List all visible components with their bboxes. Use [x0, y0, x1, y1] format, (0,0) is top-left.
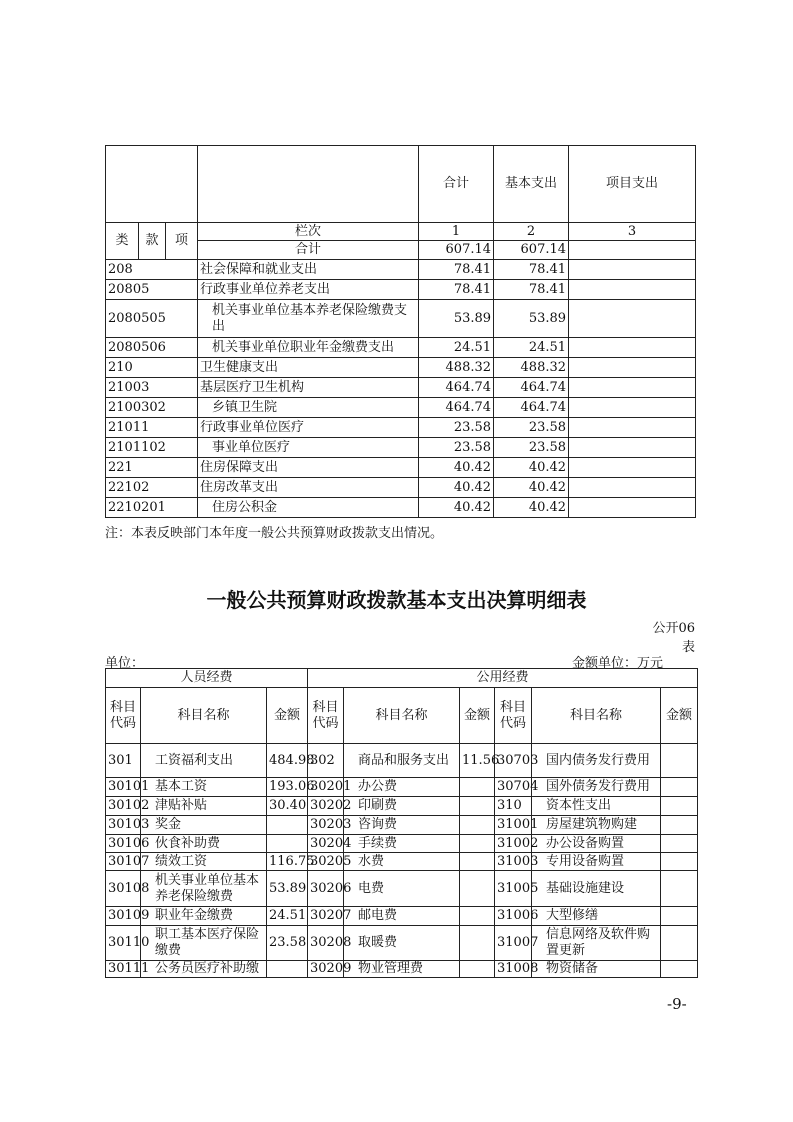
table-row: [106, 816, 698, 835]
row-basic: 78.41: [494, 260, 569, 280]
cell-name: 大型修缮: [532, 907, 661, 926]
form-number: 公开06: [652, 621, 695, 636]
cell-name: 物业管理费: [344, 961, 460, 978]
header-name: 科目名称: [532, 688, 661, 744]
header-code: 科目代码: [308, 688, 344, 744]
cell-code: 30103: [106, 816, 141, 835]
row-project: [569, 280, 696, 300]
header-name: 科目名称: [344, 688, 460, 744]
row-code: 2210201: [106, 498, 198, 518]
row-name: 基层医疗卫生机构: [198, 378, 419, 398]
form-suffix: 表: [681, 640, 695, 655]
cell-name: 国内债务发行费用: [532, 744, 661, 778]
group-public: 公用经费: [308, 669, 698, 688]
cell-code: 30203: [308, 816, 344, 835]
row-total: 53.89: [419, 300, 494, 338]
cell-name: 津贴补贴: [141, 797, 267, 816]
row-name: 事业单位医疗: [198, 438, 419, 458]
row-name: 行政事业单位医疗: [198, 418, 419, 438]
table-row: [106, 418, 696, 438]
row-total: 23.58: [419, 438, 494, 458]
cell-amount: [661, 744, 698, 778]
cell-name: 职工基本医疗保险缴费: [141, 926, 267, 961]
table-note: 注：本表反映部门本年度一般公共预算财政拨款支出情况。: [105, 526, 444, 541]
cell-name: 办公费: [344, 778, 460, 797]
row-name: 卫生健康支出: [198, 358, 419, 378]
cell-code: 30110: [106, 926, 141, 961]
row-total: 78.41: [419, 280, 494, 300]
cell-amount: [460, 853, 495, 871]
row-project: [569, 418, 696, 438]
cell-amount: 116.75: [267, 853, 308, 871]
header-xiang: 项: [166, 223, 198, 260]
header-project: 项目支出: [569, 146, 696, 223]
row-code: 2101102: [106, 438, 198, 458]
row-project: [569, 260, 696, 280]
cell-name: 资本性支出: [532, 797, 661, 816]
table-row: [106, 778, 698, 797]
cell-code: 30703: [495, 744, 532, 778]
row-project: [569, 458, 696, 478]
table-row: [106, 797, 698, 816]
cell-code: 30209: [308, 961, 344, 978]
cell-code: 30207: [308, 907, 344, 926]
cell-amount: 193.06: [267, 778, 308, 797]
cell-amount: 23.58: [267, 926, 308, 961]
cell-code: 30205: [308, 853, 344, 871]
table-row: [106, 338, 696, 358]
table-row: [106, 498, 696, 518]
cell-code: 30102: [106, 797, 141, 816]
cell-amount: [661, 853, 698, 871]
cell-amount: [460, 926, 495, 961]
row-code: 2080506: [106, 338, 198, 358]
cell-name: 专用设备购置: [532, 853, 661, 871]
row-code: 20805: [106, 280, 198, 300]
cell-amount: [460, 816, 495, 835]
row-project: [569, 438, 696, 458]
table-row: [106, 478, 696, 498]
header-amount: 金额: [661, 688, 698, 744]
row-code: 2100302: [106, 398, 198, 418]
row-basic: 40.42: [494, 498, 569, 518]
cell-name: 房屋建筑物购建: [532, 816, 661, 835]
row-name: 住房改革支出: [198, 478, 419, 498]
cell-amount: [460, 797, 495, 816]
basic-expenditure-detail-table: [105, 668, 698, 978]
col-number: 3: [569, 223, 696, 241]
header-amount: 金额: [460, 688, 495, 744]
cell-amount: [661, 926, 698, 961]
row-total: 23.58: [419, 418, 494, 438]
row-name: 乡镇卫生院: [198, 398, 419, 418]
amount-unit: 金额单位：万元: [572, 656, 664, 671]
blank-header-cell: [106, 146, 198, 223]
sum-project: [569, 241, 696, 260]
cell-code: 30201: [308, 778, 344, 797]
header-name: 科目名称: [141, 688, 267, 744]
cell-code: 30704: [495, 778, 532, 797]
table-row: [106, 744, 698, 778]
sum-total: 607.14: [419, 241, 494, 260]
row-name: 住房保障支出: [198, 458, 419, 478]
row-code: 21003: [106, 378, 198, 398]
row-project: [569, 398, 696, 418]
cell-name: 印刷费: [344, 797, 460, 816]
cell-code: 30202: [308, 797, 344, 816]
cell-amount: [460, 835, 495, 853]
cell-code: 30111: [106, 961, 141, 978]
cell-name: 邮电费: [344, 907, 460, 926]
sum-label: 合计: [198, 241, 419, 260]
cell-amount: 484.98: [267, 744, 308, 778]
table-row: [106, 961, 698, 978]
cell-code: 30108: [106, 871, 141, 907]
row-total: 40.42: [419, 498, 494, 518]
row-project: [569, 300, 696, 338]
cell-amount: [661, 907, 698, 926]
header-lei: 类: [106, 223, 139, 260]
cell-code: 30101: [106, 778, 141, 797]
cell-code: 30206: [308, 871, 344, 907]
row-name: 社会保障和就业支出: [198, 260, 419, 280]
cell-code: 31007: [495, 926, 532, 961]
cell-amount: [460, 871, 495, 907]
row-code: 208: [106, 260, 198, 280]
cell-name: 水费: [344, 853, 460, 871]
col-number: 1: [419, 223, 494, 241]
header-kuan: 款: [139, 223, 166, 260]
col-number: 2: [494, 223, 569, 241]
cell-name: 职业年金缴费: [141, 907, 267, 926]
row-project: [569, 378, 696, 398]
page-title: 一般公共预算财政拨款基本支出决算明细表: [206, 588, 587, 612]
cell-amount: [460, 907, 495, 926]
cell-name: 商品和服务支出: [344, 744, 460, 778]
row-code: 221: [106, 458, 198, 478]
cell-code: 301: [106, 744, 141, 778]
row-project: [569, 498, 696, 518]
cell-code: 31002: [495, 835, 532, 853]
table-row: [106, 926, 698, 961]
header-code: 科目代码: [106, 688, 141, 744]
table-row: [106, 358, 696, 378]
table-row: [106, 907, 698, 926]
row-basic: 23.58: [494, 438, 569, 458]
row-project: [569, 338, 696, 358]
cell-name: 信息网络及软件购置更新: [532, 926, 661, 961]
cell-amount: [267, 961, 308, 978]
cell-name: 基本工资: [141, 778, 267, 797]
table-row: [106, 260, 696, 280]
row-total: 40.42: [419, 478, 494, 498]
cell-name: 手续费: [344, 835, 460, 853]
cell-amount: [460, 778, 495, 797]
row-basic: 40.42: [494, 458, 569, 478]
row-basic: 24.51: [494, 338, 569, 358]
row-basic: 78.41: [494, 280, 569, 300]
cell-code: 30106: [106, 835, 141, 853]
cell-name: 机关事业单位基本养老保险缴费: [141, 871, 267, 907]
header-amount: 金额: [267, 688, 308, 744]
table-row: [106, 300, 696, 338]
cell-name: 物资储备: [532, 961, 661, 978]
cell-name: 咨询费: [344, 816, 460, 835]
row-total: 464.74: [419, 378, 494, 398]
cell-code: 31001: [495, 816, 532, 835]
expenditure-table: [105, 145, 696, 518]
cell-amount: [661, 961, 698, 978]
table-row: [106, 871, 698, 907]
row-basic: 23.58: [494, 418, 569, 438]
unit-label: 单位：: [105, 656, 145, 671]
cell-amount: [267, 816, 308, 835]
cell-code: 30107: [106, 853, 141, 871]
cell-code: 31003: [495, 853, 532, 871]
cell-code: 31006: [495, 907, 532, 926]
cell-code: 30204: [308, 835, 344, 853]
cell-name: 国外债务发行费用: [532, 778, 661, 797]
row-total: 78.41: [419, 260, 494, 280]
cell-name: 伙食补助费: [141, 835, 267, 853]
row-name: 机关事业单位职业年金缴费支出: [198, 338, 419, 358]
cell-name: 绩效工资: [141, 853, 267, 871]
table-row: [106, 398, 696, 418]
header-code: 科目代码: [495, 688, 532, 744]
group-personnel: 人员经费: [106, 669, 308, 688]
blank-header-cell: [198, 146, 419, 223]
table-row: [106, 458, 696, 478]
row-name: 行政事业单位养老支出: [198, 280, 419, 300]
row-name: 机关事业单位基本养老保险缴费支出: [198, 300, 419, 338]
sum-basic: 607.14: [494, 241, 569, 260]
table-row: [106, 438, 696, 458]
cell-amount: 53.89: [267, 871, 308, 907]
row-basic: 464.74: [494, 398, 569, 418]
page-number: -9-: [667, 995, 687, 1013]
row-basic: 488.32: [494, 358, 569, 378]
cell-amount: 11.56: [460, 744, 495, 778]
cell-amount: [661, 778, 698, 797]
cell-amount: [267, 835, 308, 853]
row-total: 464.74: [419, 398, 494, 418]
row-total: 24.51: [419, 338, 494, 358]
table-row: [106, 853, 698, 871]
cell-amount: [661, 871, 698, 907]
cell-name: 基础设施建设: [532, 871, 661, 907]
header-total: 合计: [419, 146, 494, 223]
table-row: [106, 280, 696, 300]
cell-code: 30109: [106, 907, 141, 926]
row-code: 2080505: [106, 300, 198, 338]
row-project: [569, 478, 696, 498]
row-total: 488.32: [419, 358, 494, 378]
cell-code: 310: [495, 797, 532, 816]
cell-code: 302: [308, 744, 344, 778]
row-code: 22102: [106, 478, 198, 498]
cell-amount: [661, 797, 698, 816]
cell-name: 取暖费: [344, 926, 460, 961]
row-basic: 40.42: [494, 478, 569, 498]
cell-name: 奖金: [141, 816, 267, 835]
cell-code: 31005: [495, 871, 532, 907]
cell-amount: 30.40: [267, 797, 308, 816]
cell-name: 工资福利支出: [141, 744, 267, 778]
table-row: [106, 835, 698, 853]
row-total: 40.42: [419, 458, 494, 478]
cell-amount: [661, 835, 698, 853]
row-code: 21011: [106, 418, 198, 438]
cell-code: 31008: [495, 961, 532, 978]
cell-amount: 24.51: [267, 907, 308, 926]
table-row: [106, 378, 696, 398]
row-name: 住房公积金: [198, 498, 419, 518]
row-basic: 464.74: [494, 378, 569, 398]
header-basic: 基本支出: [494, 146, 569, 223]
cell-name: 公务员医疗补助缴: [141, 961, 267, 978]
row-project: [569, 358, 696, 378]
cell-name: 电费: [344, 871, 460, 907]
cell-amount: [460, 961, 495, 978]
header-lanci: 栏次: [198, 223, 419, 241]
row-code: 210: [106, 358, 198, 378]
row-basic: 53.89: [494, 300, 569, 338]
cell-code: 30208: [308, 926, 344, 961]
cell-amount: [661, 816, 698, 835]
cell-name: 办公设备购置: [532, 835, 661, 853]
